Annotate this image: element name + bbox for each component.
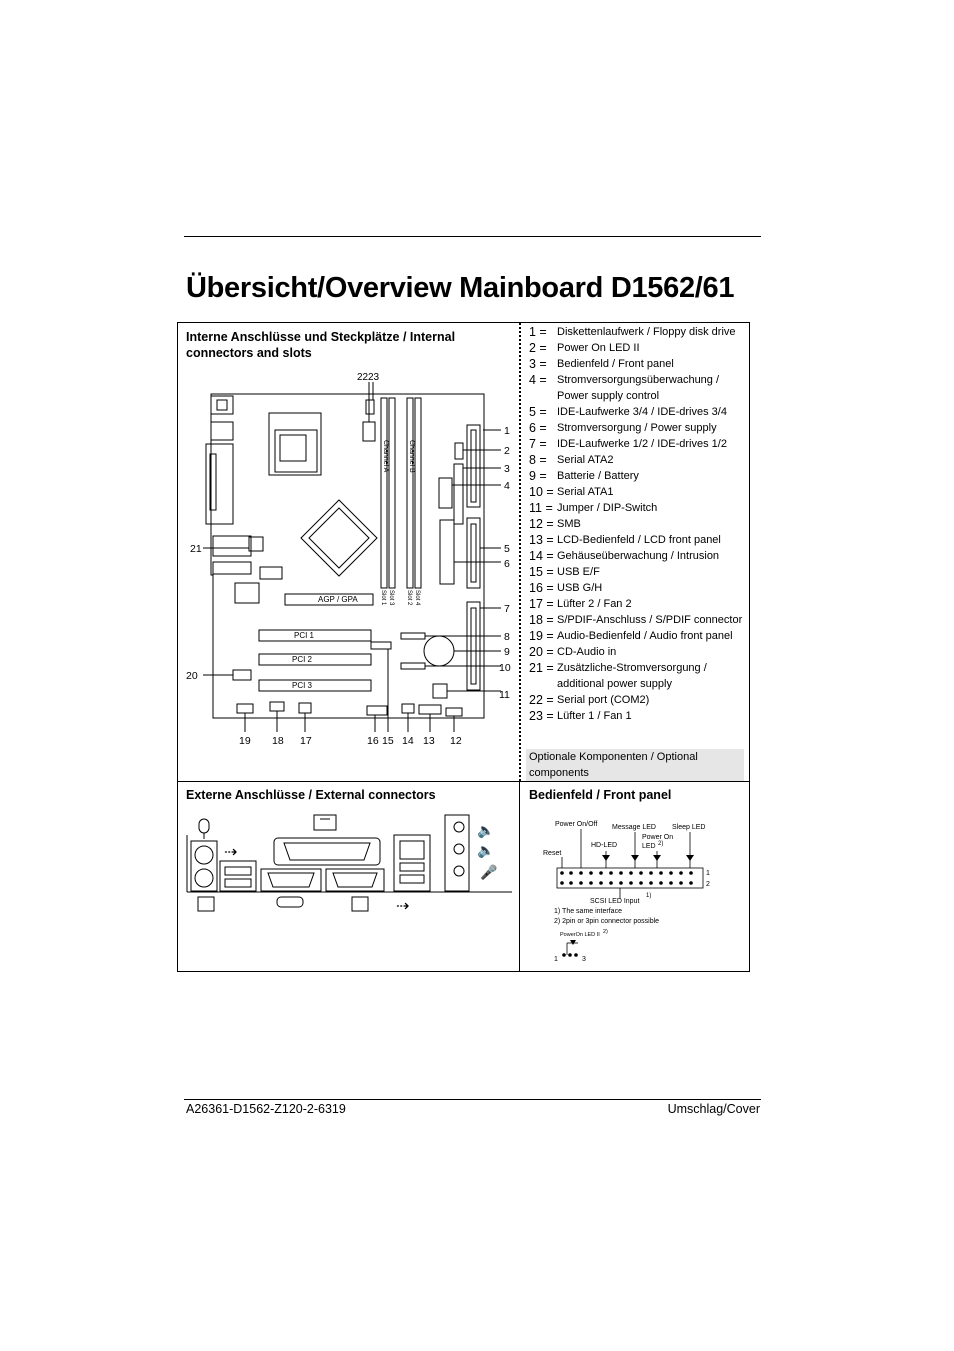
pin1-label: 1 [554,956,558,963]
usb-symbol-icon: ⇢ [224,844,238,861]
parallel-port [274,838,380,865]
legend-item: 10 = Serial ATA1 [529,485,614,499]
callout-16: 16 [367,735,379,747]
callout-2: 2 [504,445,510,457]
led-symbol-icon [570,940,576,945]
usb-port [225,867,251,875]
slot2-label: Slot 2 [406,590,412,606]
poweron-led2-label: PowerOn LED II [560,932,600,938]
page-title: Übersicht/Overview Mainboard D1562/61 [186,272,735,304]
legend-item: 9 = Batterie / Battery [529,469,639,483]
legend-item: 22 = Serial port (COM2) [529,693,650,707]
line-in-icon: 🔈 [477,842,495,858]
slot4-label: Slot 4 [414,590,420,606]
callout-7: 7 [504,603,510,615]
callout-21: 21 [190,543,202,555]
scsi-led-label: SCSI LED Input [590,898,640,905]
legend-item: 6 = Stromversorgung / Power supply [529,421,717,435]
microphone-icon: 🎤 [480,864,498,880]
led-symbol-icon [653,855,661,861]
serial-icon [277,897,303,907]
footer-doc-number: A26361-D1562-Z120-2-6319 [186,1102,346,1116]
channel-b-label: Channel B [408,440,415,473]
ide-3-4-connector [467,518,480,588]
callout-22: 22 [357,372,369,383]
legend-item: 7 = IDE-Laufwerke 1/2 / IDE-drives 1/2 [529,437,727,451]
vertical-divider [519,781,520,972]
sleep-led-label: Sleep LED [672,824,706,831]
legend-item: 14 = Gehäuseüberwachung / Intrusion [529,549,720,563]
agp-label: AGP / GPA [318,595,358,604]
serial-port [268,873,314,887]
hd-led-label: HD-LED [591,842,618,849]
reset-label: Reset [543,850,562,857]
board-outline [211,394,484,718]
dimm-slot-3 [407,398,413,588]
front-panel-diagram [540,815,720,967]
legend-item: 21 = Zusätzliche-Stromversorgung / additional power supply [529,661,707,690]
mainboard-diagram [177,360,519,760]
footnote-1-marker: 1) [646,893,652,899]
ps2-mouse-port [195,846,213,864]
power-on-led-label-a: Power On [642,834,674,841]
pci1-label: PCI 1 [294,631,315,640]
legend-item: 4 = Stromversorgungsüberwachung / Power supply control [529,373,720,402]
bottom-rule [184,1099,761,1100]
usb-symbol-icon-2: ⇢ [396,898,410,915]
callout-4: 4 [504,480,510,492]
floppy-connector [467,425,480,507]
message-led-label: Message LED [612,824,656,831]
pci3-label: PCI 3 [292,681,313,690]
external-connectors-diagram [182,805,516,917]
ps2-keyboard-port [195,869,213,887]
callout-9: 9 [504,646,510,658]
lan-port [400,841,424,859]
callout-5: 5 [504,543,510,555]
cpu-socket [269,413,321,475]
slot1-label: Slot 1 [380,590,386,606]
usb-stack [213,536,251,556]
legend-item: 16 = USB G/H [529,581,603,595]
pci-slot-1 [259,630,371,641]
audio-jack [454,822,464,832]
chipset [301,500,377,576]
callout-3: 3 [504,463,510,475]
dimm-slot-1 [381,398,387,588]
callout-1: 1 [504,425,510,437]
legend-item: 23 = Lüfter 1 / Fan 1 [529,709,632,723]
legend-item: 18 = S/PDIF-Anschluss / S/PDIF connector [529,613,743,627]
external-heading: Externe Anschlüsse / External connectors [186,788,436,802]
legend-item: 1 = Diskettenlaufwerk / Floppy disk drive [529,325,736,339]
legend-item: 2 = Power On LED II [529,341,640,355]
legend-item: 12 = SMB [529,517,581,531]
note-1: 1) The same interface [554,908,622,915]
ide-1-2-connector [467,602,480,690]
note-2: 2) 2pin or 3pin connector possible [554,918,660,925]
led-symbol-icon [631,855,639,861]
vga-port [333,873,377,887]
legend-item: 11 = Jumper / DIP-Switch [529,501,658,515]
top-rule [184,236,761,237]
monitor-icon [352,897,368,911]
poweron-led2-sup: 2) [603,929,608,935]
power-on-led-label-b: LED [642,843,656,850]
channel-a-label: Channel A [382,440,389,473]
callout-13: 13 [423,735,435,747]
callout-23: 23 [368,372,380,383]
internal-heading: Interne Anschlüsse und Steckplätze / Internal connectors and slots [186,330,456,360]
legend-item: 15 = USB E/F [529,565,600,579]
mouse-icon [199,819,209,833]
dimm-slot-4 [415,398,421,588]
pci-slot-3 [259,680,371,691]
footer-section: Umschlag/Cover [667,1102,760,1116]
dotted-divider [519,323,521,781]
pci2-label: PCI 2 [292,655,313,664]
callout-8: 8 [504,631,510,643]
callout-14: 14 [402,735,414,747]
audio-jack [454,844,464,854]
power-on-led-sup: 2) [658,841,664,847]
usb-port [225,879,251,887]
callout-11: 11 [499,689,510,701]
speaker-icon: 🔈 [477,822,495,838]
keyboard-icon [198,897,214,911]
legend-item: 3 = Bedienfeld / Front panel [529,357,674,371]
legend-item: 17 = Lüfter 2 / Fan 2 [529,597,632,611]
legend-item: 19 = Audio-Bedienfeld / Audio front panel [529,629,733,643]
front-panel-heading: Bedienfeld / Front panel [529,788,672,802]
legend-item: 20 = CD-Audio in [529,645,617,659]
callout-10: 10 [499,662,511,674]
callout-19: 19 [239,735,251,747]
battery [424,636,454,666]
audio-jack [454,866,464,876]
legend-item: 5 = IDE-Laufwerke 3/4 / IDE-drives 3/4 [529,405,727,419]
led-symbol-icon [602,855,610,861]
slot3-label: Slot 3 [388,590,394,606]
pci-slot-2 [259,654,371,665]
dimm-slot-2 [389,398,395,588]
callout-20: 20 [186,670,198,682]
front-panel-header [557,868,703,888]
printer-icon [314,815,336,830]
legend-item: 13 = LCD-Bedienfeld / LCD front panel [529,533,721,547]
callout-15: 15 [382,735,394,747]
row1-label: 1 [706,870,710,877]
callout-6: 6 [504,558,510,570]
led-symbol-icon [686,855,694,861]
optional-components-note: Optionale Komponenten / Optional components [526,749,744,781]
pin3-label: 3 [582,956,586,963]
callout-17: 17 [300,735,312,747]
horizontal-divider [177,781,750,782]
ps2-block [211,396,233,414]
legend-item: 8 = Serial ATA2 [529,453,614,467]
power-on-off-label: Power On/Off [555,821,598,828]
callout-12: 12 [450,735,462,747]
callout-18: 18 [272,735,284,747]
power-connector [440,520,454,584]
row2-label: 2 [706,881,710,888]
legend-list [529,324,745,724]
